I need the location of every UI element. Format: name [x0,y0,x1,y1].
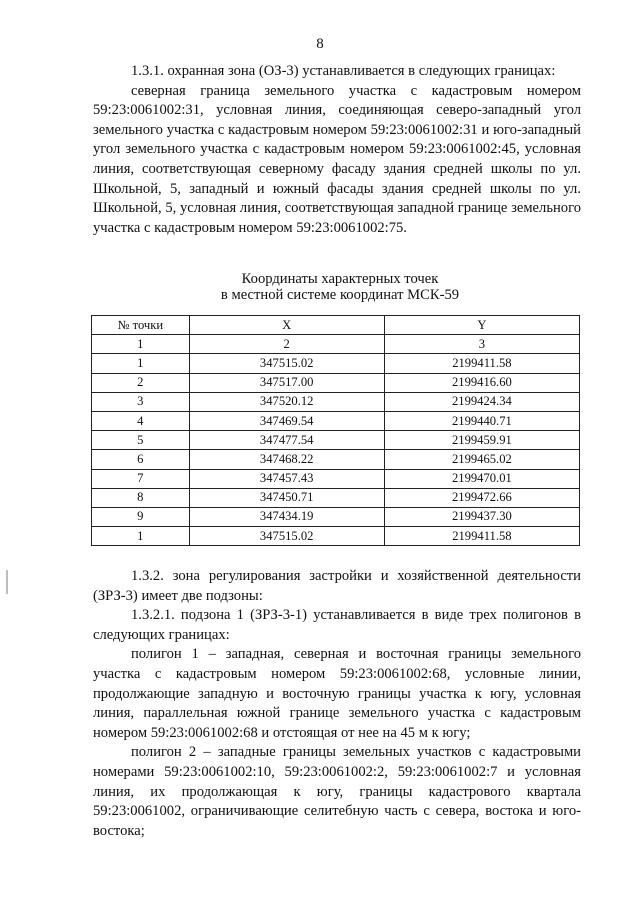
column-number-2: 2 [189,335,384,354]
x-cell: 347515.02 [189,354,384,373]
table-row [92,411,580,430]
header-x: X [189,316,384,335]
table-row [92,488,580,507]
y-cell: 2199411.58 [384,354,579,373]
table-row [92,527,580,546]
header-point-number: № точки [92,316,190,335]
point-number-cell: 5 [92,431,190,450]
point-number-cell: 8 [92,488,190,507]
clause-1-3-1-body: северная граница земельного участка с кадастровым номером 59:23:0061002:31, условная линия, соединяющая северо-западный угол земельного участка с кадастровым номером 59:23:0061002:31 и юго-западный угол земельного участка с кадастровым номером 59:23:0061002:45, условная линия, соответствующая северному фасаду здания средней школы по ул. Школьной, 5, западный и южный фасады здания средней школы по ул. Школьной, 5, условная линия, соответствующая западной границе земельного участка с кадастровым номером 59:23:0061002:75. [93,82,581,236]
point-number-cell: 9 [92,507,190,526]
y-cell: 2199459.91 [384,431,579,450]
x-cell: 347450.71 [189,488,384,507]
y-cell: 2199416.60 [384,373,579,392]
x-cell: 347517.00 [189,373,384,392]
table-title [0,271,640,303]
x-cell: 347468.22 [189,450,384,469]
x-cell: 347469.54 [189,411,384,430]
header-y: Y [384,316,579,335]
point-number-cell: 7 [92,469,190,488]
column-number-1: 1 [92,335,190,354]
section-1-3-1 [93,62,581,238]
y-cell: 2199424.34 [384,392,579,411]
y-cell: 2199411.58 [384,527,579,546]
table-row [92,373,580,392]
x-cell: 347457.43 [189,469,384,488]
x-cell: 347520.12 [189,392,384,411]
coordinates-table [91,315,580,546]
polygon-2-description: полигон 2 – западные границы земельных участков с кадастровыми номерами 59:23:0061002:10, 59:23:0061002:2, 59:23:0061002:7 и условная линия, их продолжающая к югу, границы кадастрового квартала 59:23:0061002, ограничивающие селитебную часть с севера, востока и юго-востока; [93,744,581,839]
point-number-cell: 3 [92,392,190,411]
x-cell: 347434.19 [189,507,384,526]
table-column-number-row [92,335,580,354]
table-title-line-2: в местной системе координат МСК-59 [220,287,460,303]
x-cell: 347515.02 [189,527,384,546]
table-row [92,469,580,488]
table-title-line-1: Координаты характерных точек [241,271,439,287]
table-row [92,507,580,526]
clause-1-3-2-heading: 1.3.2. зона регулирования застройки и хозяйственной деятельности (ЗРЗ-3) имеет две подзоны: [93,568,581,604]
table-row [92,392,580,411]
table-header-row [92,316,580,335]
x-cell: 347477.54 [189,431,384,450]
point-number-cell: 2 [92,373,190,392]
table-row [92,431,580,450]
point-number-cell: 6 [92,450,190,469]
column-number-3: 3 [384,335,579,354]
page-number: 8 [316,36,324,52]
y-cell: 2199470.01 [384,469,579,488]
clause-1-3-2-1-heading: 1.3.2.1. подзона 1 (ЗРЗ-3-1) устанавливается в виде трех полигонов в следующих границах: [93,607,581,643]
y-cell: 2199440.71 [384,411,579,430]
table-row [92,354,580,373]
table-row [92,450,580,469]
y-cell: 2199465.02 [384,450,579,469]
y-cell: 2199437.30 [384,507,579,526]
scan-mark [6,570,8,594]
clause-1-3-1-heading: 1.3.1. охранная зона (ОЗ-3) устанавливается в следующих границах: [131,63,556,79]
point-number-cell: 4 [92,411,190,430]
point-number-cell: 1 [92,354,190,373]
point-number-cell: 1 [92,527,190,546]
y-cell: 2199472.66 [384,488,579,507]
polygon-1-description: полигон 1 – западная, северная и восточная границы земельного участка с кадастровым номером 59:23:0061002:68, условные линии, продолжающие западную и восточную границы участка к югу, условная линия, параллельная южной границе земельного участка с кадастровым номером 59:23:0061002:68 и отстоящая от нее на 45 м к югу; [93,646,581,741]
section-1-3-2 [93,567,581,841]
